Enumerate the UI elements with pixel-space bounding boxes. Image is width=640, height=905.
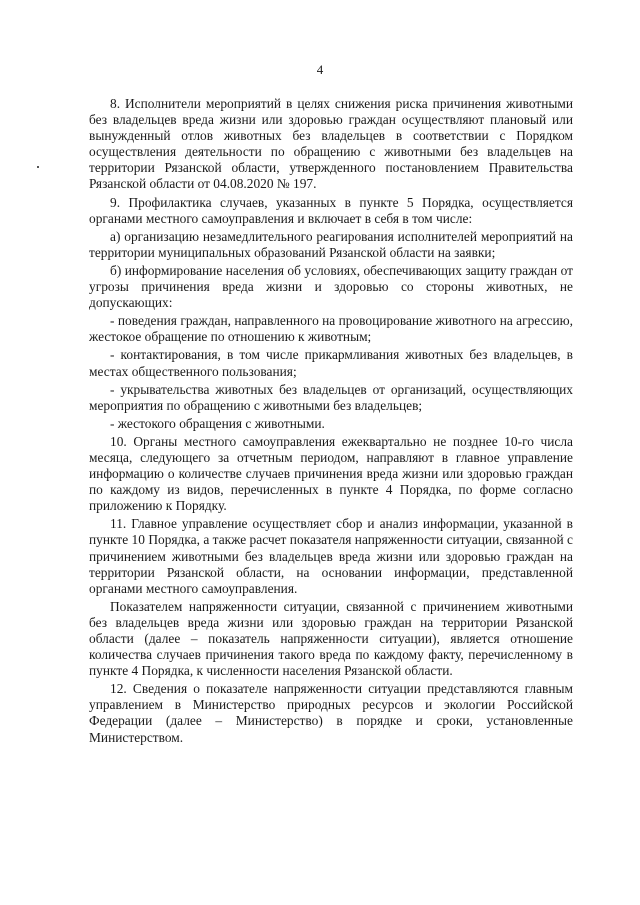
paragraph-11: 11. Главное управление осуществляет сбор и анализ информации, указанной в пункте 10 Порядка, а также расчет показателя напряженности ситуации, связанной с причинением животными без владельцев вреда жизни или здоровью граждан на территории Рязанской области, на основании информации, представленной органами местного самоуправления. xyxy=(89,516,573,596)
page-number: 4 xyxy=(316,62,324,77)
paragraph-9a: а) организацию незамедлительного реагирования исполнителей мероприятий на территории муниципальных образований Рязанской области на заявки; xyxy=(89,228,573,260)
paragraph-9: 9. Профилактика случаев, указанных в пункте 5 Порядка, осуществляется органами местного самоуправления и включает в себя в том числе: xyxy=(89,194,573,226)
document-body xyxy=(89,96,573,746)
list-item-cruelty: - жестокого обращения с животными. xyxy=(110,415,325,431)
margin-mark xyxy=(37,166,39,168)
paragraph-9b: б) информирование населения об условиях, обеспечивающих защиту граждан от угрозы причинения вреда жизни и здоровью со стороны животных, не допускающих: xyxy=(89,262,573,311)
list-item-concealment: - укрывательства животных без владельцев от организаций, осуществляющих мероприятия по обращению с животными без владельцев; xyxy=(89,381,573,413)
paragraph-indicator: Показателем напряженности ситуации, связанной с причинением животными без владельцев вреда жизни или здоровью граждан на территории Рязанской области (далее – показатель напряженности ситуации), является отношение количества случаев причинения такого вреда по каждому факту, перечисленному в пункте 4 Порядка, к численности населения Рязанской области. xyxy=(89,598,573,679)
paragraph-8: 8. Исполнители мероприятий в целях снижения риска причинения животными без владельцев вреда жизни или здоровью граждан осуществляют плановый или вынужденный отлов животных без владельцев в соответствии с Порядком осуществления деятельности по обращению с животными без владельцев на территории Рязанской области, утвержденного постановлением Правительства Рязанской области от 04.08.2020 № 197. xyxy=(89,96,573,192)
list-item-provocation: - поведения граждан, направленного на провоцирование животного на агрессию, жестокое обращение по отношению к животным; xyxy=(89,313,573,345)
paragraph-12: 12. Сведения о показателе напряженности ситуации представляются главным управлением в Министерство природных ресурсов и экологии Российской Федерации (далее – Министерство) в порядке и сроки, установленные Министерством. xyxy=(89,681,573,745)
paragraph-10: 10. Органы местного самоуправления ежеквартально не позднее 10-го числа месяца, следующего за отчетным периодом, направляют в главное управление информацию о количестве случаев причинения вреда жизни или здоровью граждан по каждому из видов, перечисленных в пункте 4 Порядка, по форме согласно приложению к Порядку. xyxy=(89,433,573,514)
list-item-contact: - контактирования, в том числе прикармливания животных без владельцев, в местах общественного пользования; xyxy=(89,347,573,379)
